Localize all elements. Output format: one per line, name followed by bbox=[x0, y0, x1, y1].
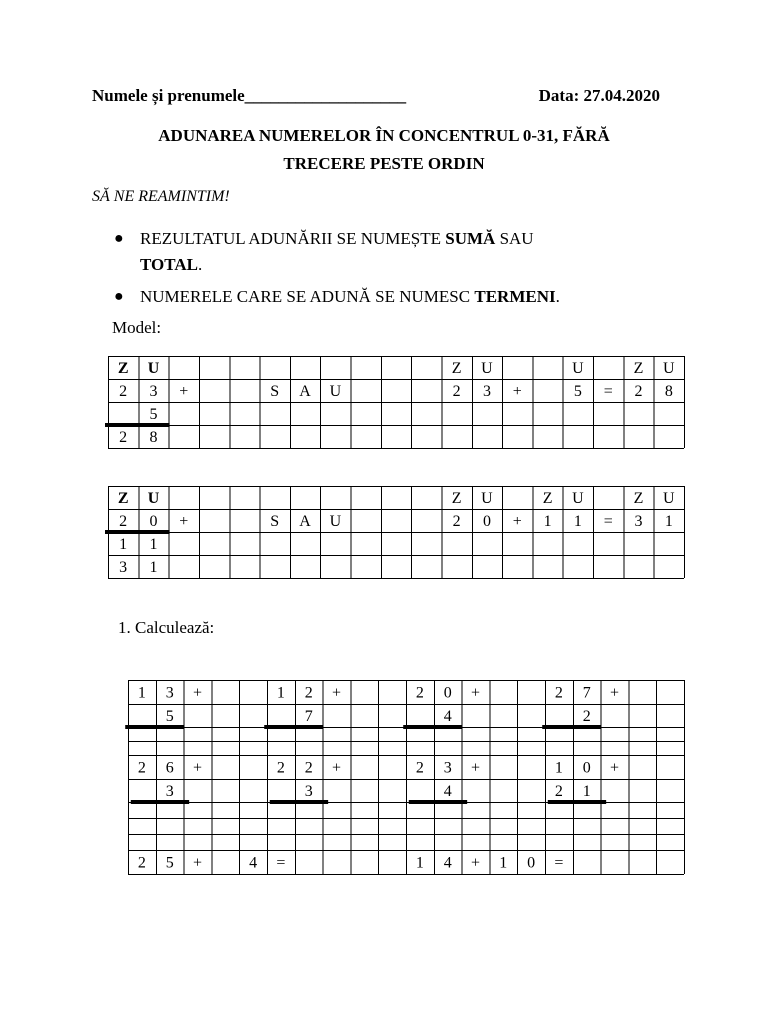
grid-cell-text: 2 bbox=[634, 383, 643, 400]
grid-cell-text: 1 bbox=[149, 536, 158, 553]
grid-cell-text: 2 bbox=[119, 383, 128, 400]
grid-cell-text: + bbox=[512, 383, 522, 400]
grid-cell-text: 5 bbox=[573, 383, 582, 400]
grid-cell-text: 1 bbox=[149, 559, 158, 576]
grid-cell-text: U bbox=[329, 513, 342, 530]
rule-text: SAU bbox=[495, 229, 534, 248]
grid-cell-text: U bbox=[663, 360, 675, 377]
grid-cell-text: Z bbox=[117, 360, 129, 377]
grid-cell-text: S bbox=[270, 383, 280, 400]
rule-text: . bbox=[555, 287, 560, 306]
grid-cell-text: Z bbox=[451, 490, 462, 507]
grid-cell-text: 3 bbox=[482, 383, 491, 400]
grid-cell-text: 1 bbox=[499, 854, 508, 872]
grid-cell-text: 1 bbox=[276, 684, 285, 702]
title-line-2: TRECERE PESTE ORDIN bbox=[283, 154, 485, 173]
grid-cell-text: A bbox=[299, 383, 311, 400]
rule-item-sum bbox=[112, 226, 692, 278]
date-label: Data: 27.04.2020 bbox=[538, 86, 660, 105]
grid-cell-text: U bbox=[147, 360, 160, 377]
grid-cell-text: 3 bbox=[634, 513, 643, 530]
model-grid-2 bbox=[108, 486, 684, 578]
grid-cell-text: 6 bbox=[165, 759, 174, 777]
grid-cell-text: Z bbox=[542, 490, 553, 507]
grid-cell-text: 2 bbox=[119, 513, 128, 530]
grid-cell-text: 0 bbox=[527, 854, 536, 872]
sum-underline bbox=[264, 725, 322, 729]
remember-heading: SĂ NE REAMINTIM! bbox=[92, 188, 230, 205]
grid-cell-text: A bbox=[299, 513, 311, 530]
grid-cell-text: U bbox=[572, 490, 584, 507]
grid-cell-text: + bbox=[609, 759, 620, 777]
grid-cell-text: + bbox=[192, 759, 203, 777]
grid-cell-text: 2 bbox=[304, 759, 313, 777]
grid-cell-text: + bbox=[179, 383, 189, 400]
grid-cell-text: = bbox=[603, 513, 613, 530]
grid-cell-text: 8 bbox=[664, 383, 673, 400]
grid-cell-text: 3 bbox=[165, 684, 174, 702]
grid-cell-text: Z bbox=[117, 490, 129, 507]
grid-cell-text: 1 bbox=[137, 684, 146, 702]
grid-cell-text: 2 bbox=[554, 783, 563, 800]
bullet-icon: ● bbox=[114, 288, 124, 305]
grid-cell-text: U bbox=[481, 360, 493, 377]
grid-cell-text: 1 bbox=[664, 513, 673, 530]
grid-cell-text: + bbox=[470, 684, 481, 702]
grid-cell-text: + bbox=[470, 759, 481, 777]
grid-cell-text: 4 bbox=[443, 854, 452, 872]
grid-cell-text: 2 bbox=[137, 759, 146, 777]
grid-cell-text: 3 bbox=[443, 759, 452, 777]
grid-cell-text: 2 bbox=[452, 383, 461, 400]
term-terms: TERMENI bbox=[474, 287, 556, 306]
grid-cell-text: 3 bbox=[165, 783, 174, 800]
grid-cell-text: 2 bbox=[119, 429, 128, 446]
grid-cell-text: 5 bbox=[165, 854, 174, 872]
grid-cell-text: 0 bbox=[482, 513, 491, 530]
grid-cell-text: + bbox=[192, 684, 203, 702]
grid-cell-text: + bbox=[331, 759, 342, 777]
grid-cell-text: = bbox=[276, 854, 286, 872]
grid-cell-text: 7 bbox=[582, 684, 591, 702]
grid-cell-text: 5 bbox=[165, 708, 174, 725]
title-line-1: ADUNAREA NUMERELOR ÎN CONCENTRUL 0-31, FĂRĂ bbox=[158, 126, 610, 145]
sum-underline bbox=[125, 725, 183, 729]
grid-cell-text: + bbox=[609, 684, 620, 702]
sum-underline bbox=[105, 530, 170, 534]
grid-cell-text: U bbox=[481, 490, 493, 507]
rule-text: . bbox=[197, 255, 203, 274]
grid-cell-text: U bbox=[147, 490, 160, 507]
bullet-icon: ● bbox=[114, 230, 124, 247]
grid-cell-text: 0 bbox=[149, 513, 158, 530]
grid-cell-text: 2 bbox=[415, 684, 424, 702]
grid-cell-text: 3 bbox=[149, 383, 158, 400]
grid-cell-text: 5 bbox=[149, 406, 158, 423]
sum-underline bbox=[542, 725, 600, 729]
grid-cell-text: + bbox=[512, 513, 522, 530]
grid-cell-text: 0 bbox=[443, 684, 452, 702]
grid-cell-text: 4 bbox=[443, 783, 452, 800]
page-title bbox=[60, 122, 708, 178]
term-total: TOTAL bbox=[140, 255, 198, 274]
grid-cell-text: U bbox=[329, 383, 342, 400]
grid-cell-text: 1 bbox=[543, 513, 552, 530]
exercise-grid bbox=[128, 680, 684, 924]
grid-cell-text: + bbox=[331, 684, 342, 702]
grid-cell-text: Z bbox=[451, 360, 462, 377]
model-grid-1 bbox=[108, 356, 684, 448]
grid-cell-text: 2 bbox=[452, 513, 461, 530]
grid-cell-text: 3 bbox=[119, 559, 128, 576]
rule-text: NUMERELE CARE SE ADUNĂ SE NUMESC bbox=[140, 287, 475, 306]
model-label: Model: bbox=[112, 318, 162, 337]
grid-cell-text: 4 bbox=[443, 708, 452, 725]
grid-cell-text: 2 bbox=[554, 684, 563, 702]
grid-cell-text: Z bbox=[633, 360, 644, 377]
grid-cell-text: 1 bbox=[119, 536, 128, 553]
grid-cell-text: S bbox=[270, 513, 280, 530]
grid-cell-text: 1 bbox=[573, 513, 582, 530]
grid-cell-text: + bbox=[179, 513, 189, 530]
sum-underline bbox=[409, 800, 467, 804]
grid-cell-text: 8 bbox=[149, 429, 158, 446]
rule-item-terms bbox=[112, 284, 692, 310]
sum-underline bbox=[548, 800, 606, 804]
name-field-label: Numele și prenumele___________________ bbox=[92, 86, 407, 105]
sum-underline bbox=[131, 800, 189, 804]
rules-list bbox=[112, 226, 692, 316]
grid-cell-text: 2 bbox=[304, 684, 313, 702]
grid-cell-text: 1 bbox=[415, 854, 424, 872]
grid-cell-text: U bbox=[572, 360, 584, 377]
header-line bbox=[92, 86, 668, 112]
grid-cell-text: 2 bbox=[137, 854, 146, 872]
grid-cell-text: 2 bbox=[582, 708, 591, 725]
task-label: 1. Calculează: bbox=[118, 618, 215, 637]
grid-cell-text: 7 bbox=[304, 708, 313, 725]
sum-underline bbox=[403, 725, 461, 729]
grid-cell-text: + bbox=[192, 854, 203, 872]
grid-cell-text: 2 bbox=[415, 759, 424, 777]
grid-cell-text: 3 bbox=[304, 783, 313, 800]
rule-text: REZULTATUL ADUNĂRII SE NUMEȘTE bbox=[140, 229, 446, 248]
grid-cell-text: 0 bbox=[582, 759, 591, 777]
grid-cell-text: U bbox=[663, 490, 675, 507]
grid-cell-text: + bbox=[470, 854, 481, 872]
sum-underline bbox=[105, 423, 170, 427]
grid-cell-text: = bbox=[554, 854, 564, 872]
grid-cell-text: = bbox=[603, 383, 613, 400]
grid-cell-text: 1 bbox=[582, 783, 591, 800]
grid-cell-text: 2 bbox=[276, 759, 285, 777]
grid-cell-text: Z bbox=[633, 490, 644, 507]
grid-cell-text: 4 bbox=[249, 854, 258, 872]
term-sum: SUMĂ bbox=[445, 229, 496, 248]
sum-underline bbox=[270, 800, 328, 804]
grid-cell-text: 1 bbox=[554, 759, 563, 777]
